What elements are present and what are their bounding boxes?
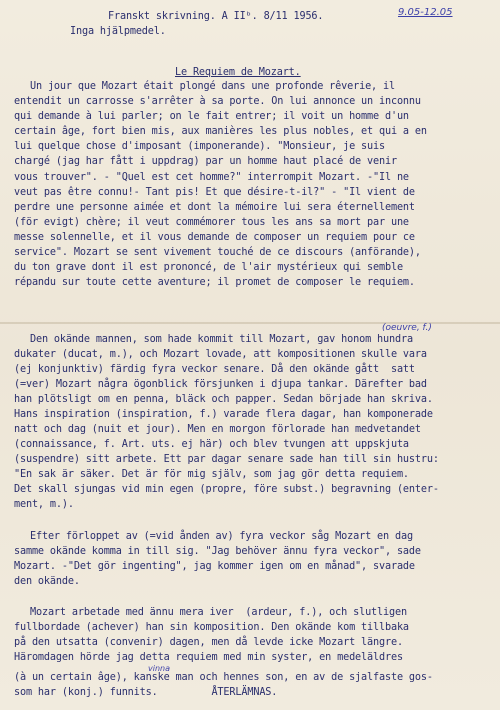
text-line: på den utsatta (convenir) dagen, men då levde icke Mozart längre. [14, 637, 403, 648]
text-line: Mozart. -"Det gör ingenting", jag kommer igen om en månad", svarade [14, 561, 415, 572]
text-line: Hans inspiration (inspiration, f.) varade flera dagar, han komponerade [14, 409, 433, 420]
text-line: Häromdagen hörde jag detta requiem med min syster, en medeläldres [14, 652, 403, 663]
text-line: Det skall sjungas vid min egen (propre, före subst.) begravning (enter- [14, 484, 439, 495]
text-line: Un jour que Mozart était plongé dans une profonde rêverie, il [30, 81, 395, 92]
text-line: perdre une personne aimée et dont la mémoire lui sera éternellement [14, 202, 415, 213]
handwritten-note: vinna [148, 664, 170, 673]
text-line: répandu sur toute cette aventure; il promet de composer le requiem. [14, 277, 415, 288]
text-line: ment, m.). [14, 499, 74, 510]
text-line: som har (konj.) funnits. ÅTERLÄMNAS. [14, 687, 278, 698]
time-note: 9.05-12.05 [398, 7, 453, 18]
text-line: samme okände komma in till sig. "Jag behöver ännu fyra veckor", sade [14, 546, 421, 557]
text-line: (=ver) Mozart några ögonblick försjunken i djupa tankar. Därefter bad [14, 379, 427, 390]
text-line: service". Mozart se sent vivement touché de ce discours (anförande), [14, 247, 421, 258]
text-line: (connaissance, f. Art. uts. ej här) och blev tvungen att uppskjuta [14, 439, 409, 450]
text-line: (suspendre) sitt arbete. Ett par dagar senare sade han till sin hustru: [14, 454, 439, 465]
text-line: "En sak är säker. Det är för mig själv, som jag gör detta requiem. [14, 469, 409, 480]
text-line: chargé (jag har fått i uppdrag) par un homme haut placé de venir [14, 156, 397, 167]
text-line: dukater (ducat, m.), och Mozart lovade, att kompositionen skulle vara [14, 349, 427, 360]
text-line: (à un certain âge), kanske man och hennes son, en av de sjalfaste gos- [14, 672, 433, 683]
text-line: Den okände mannen, som hade kommit till Mozart, gav honom hundra [30, 334, 413, 345]
exam-header: Franskt skrivning. A IIᵇ. 8/11 1956. [108, 11, 324, 22]
text-line: qui demande à lui parler; on le fait entrer; il voit un homme d'un [14, 111, 409, 122]
document-title: Le Requiem de Mozart. [175, 67, 301, 78]
text-line: messe solennelle, et il vous demande de composer un requiem pour ce [14, 232, 415, 243]
text-line: du ton grave dont il est prononcé, de l'air mystérieux qui semble [14, 262, 403, 273]
text-line: veut pas être connu!- Tant pis! Et que désire-t-il?" - "Il vient de [14, 187, 415, 198]
text-line: Mozart arbetade med ännu mera iver (ardeur, f.), och slutligen [30, 607, 407, 618]
text-line: den okände. [14, 576, 80, 587]
text-line: (för evigt) chère; il veut commémorer tous les ans sa mort par une [14, 217, 409, 228]
text-line: entendit un carrosse s'arrêter à sa porte. On lui annonce un inconnu [14, 96, 421, 107]
text-line: (ej konjunktiv) färdig fyra veckor senare. Då den okände gått satt [14, 364, 415, 375]
text-line: han plötsligt om en penna, bläck och papper. Sedan började han skriva. [14, 394, 433, 405]
text-line: lui quelque chose d'imposant (imponerande). "Monsieur, je suis [14, 141, 385, 152]
text-line: natt och dag (nuit et jour). Men en morgon förlorade han medvetandet [14, 424, 421, 435]
text-line: fullbordade (achever) han sin komposition. Den okände kom tillbaka [14, 622, 409, 633]
text-line: certain âge, fort bien mis, aux manières les plus nobles, et qui a en [14, 126, 427, 137]
text-line: vous trouver". - "Quel est cet homme?" interrompit Mozart. -"Il ne [14, 172, 409, 183]
exam-subheader: Inga hjälpmedel. [70, 26, 166, 37]
text-line: Efter förloppet av (=vid ånden av) fyra veckor såg Mozart en dag [30, 531, 413, 542]
handwritten-note: (oeuvre, f.) [382, 323, 432, 333]
